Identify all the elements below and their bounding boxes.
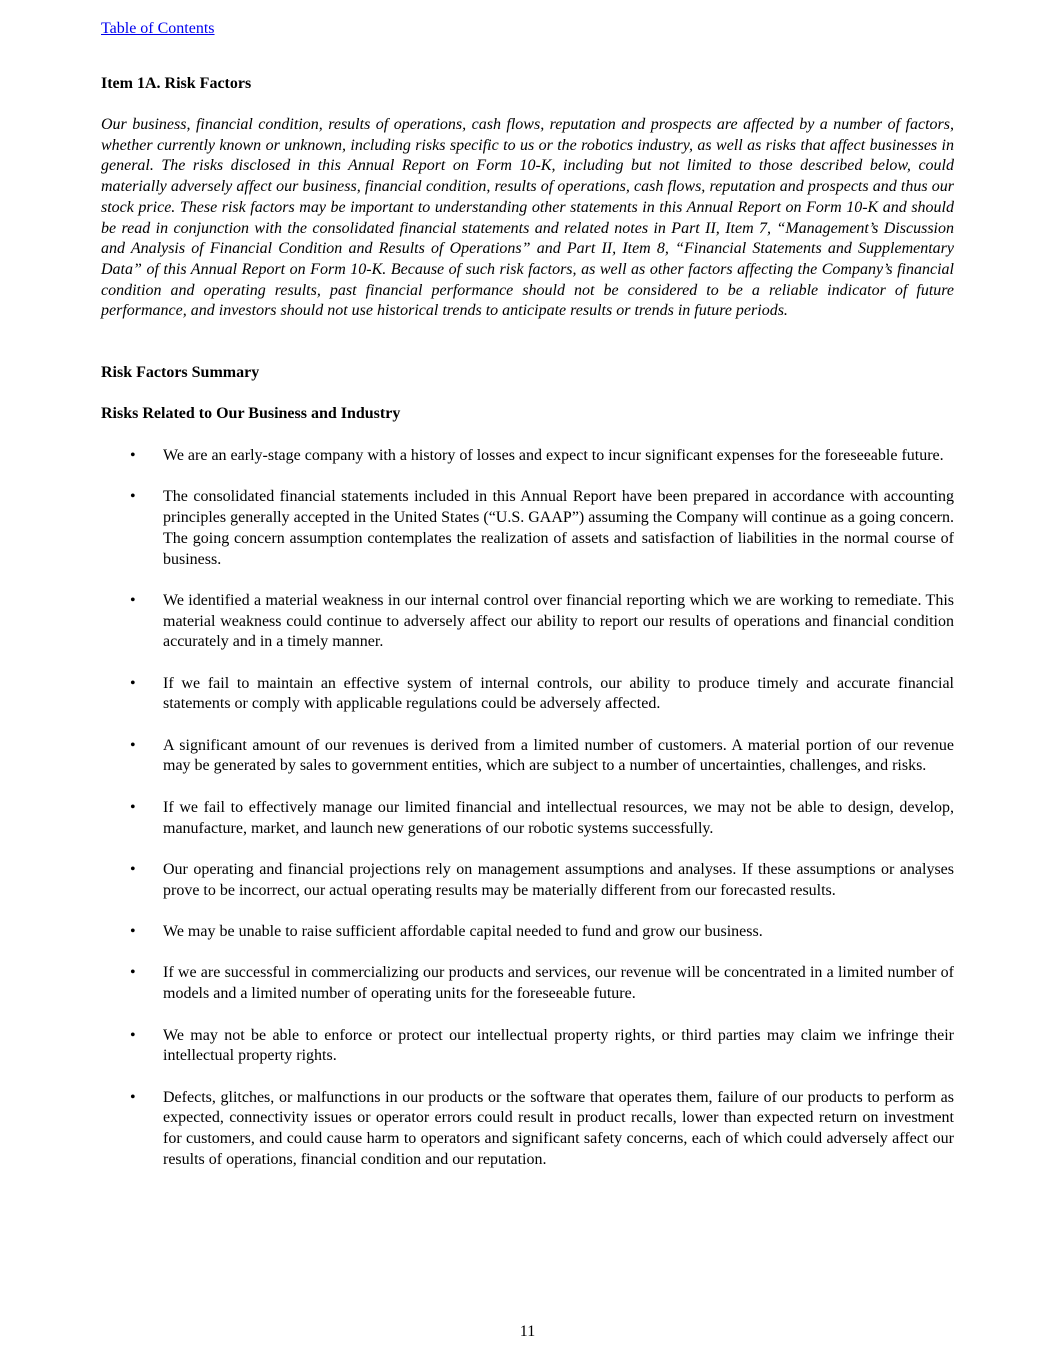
list-item — [101, 860, 954, 901]
risk-list — [101, 446, 954, 1191]
risk-text: If we fail to maintain an effective system of internal controls, our ability to produce timely and accurate financial statements or comply with applicable regulations could be adversely affected. — [163, 674, 954, 713]
list-item — [101, 1026, 954, 1067]
list-item — [101, 1088, 954, 1171]
risk-text: We may be unable to raise sufficient affordable capital needed to fund and grow our business. — [163, 923, 763, 941]
bullet-icon: • — [130, 1026, 136, 1044]
bullet-icon: • — [130, 923, 136, 941]
risk-text: The consolidated financial statements included in this Annual Report have been prepared in accordance with accounting principles generally accepted in the United States (“U.S. GAAP”) assuming the Company will continue as a going concern. The going concern assumption contemplates the realization of assets and satisfaction of liabilities in the normal course of business. — [163, 488, 954, 568]
list-item — [101, 798, 954, 839]
bullet-icon: • — [130, 674, 136, 692]
page-number: 11 — [519, 1323, 536, 1340]
bullet-icon: • — [130, 447, 136, 464]
list-item — [101, 736, 954, 777]
list-item — [101, 446, 954, 467]
list-item — [101, 963, 954, 1004]
bullet-icon: • — [130, 964, 136, 982]
risk-text: We may not be able to enforce or protect our intellectual property rights, or third parties may claim we infringe their intellectual property rights. — [163, 1026, 954, 1065]
list-item — [101, 487, 954, 570]
summary-heading: Risk Factors Summary — [101, 364, 260, 381]
risk-text: Defects, glitches, or malfunctions in our products or the software that operates them, failure of our products to perform as expected, connectivity issues or operator errors could result in product recalls, lower than expected return on investment for customers, and could cause harm to operators and significant safety concerns, each of which could adversely affect our results of operations, financial condition and our reputation. — [163, 1088, 954, 1168]
list-item — [101, 922, 954, 943]
risk-text: We identified a material weakness in our internal control over financial reporting which we are working to remediate. This material weakness could continue to adversely affect our ability to report our results of operations and financial condition accurately and in a timely manner. — [163, 591, 954, 651]
bullet-icon: • — [130, 1088, 136, 1106]
bullet-icon: • — [130, 488, 136, 506]
risk-text: We are an early-stage company with a history of losses and expect to incur significant expenses for the foreseeable future. — [163, 447, 944, 464]
intro-paragraph: Our business, financial condition, results of operations, cash flows, reputation and prospects are affected by a number of factors, whether currently known or unknown, including risks specific to us or the robotics industry, as well as risks that affect businesses in general. The risks disclosed in this Annual Report on Form 10-K, including but not limited to those described below, could materially adversely affect our business, financial condition, results of operations, cash flows, reputation and prospects and thus our stock price. These risk factors may be important to understanding other statements in this Annual Report on Form 10-K and should be read in conjunction with the consolidated financial statements and related notes in Part II, Item 7, “Management’s Discussion and Analysis of Financial Condition and Results of Operations” and Part II, Item 8, “Financial Statements and Supplementary Data” of this Annual Report on Form 10-K. Because of such risk factors, as well as other factors affecting the Company’s financial condition and operating results, past financial performance should not be considered to be a reliable indicator of future performance, and investors should not use historical trends to anticipate results or trends in future periods. — [101, 116, 954, 320]
bullet-icon: • — [130, 591, 136, 609]
risk-text: If we fail to effectively manage our limited financial and intellectual resources, we may not be able to design, develop, manufacture, market, and launch new generations of our robotic systems successfully. — [163, 798, 954, 837]
list-item — [101, 591, 954, 653]
list-item — [101, 674, 954, 715]
risk-text: Our operating and financial projections rely on management assumptions and analyses. If these assumptions or analyses prove to be incorrect, our actual operating results may be materially different from our forecasted results. — [163, 860, 954, 899]
bullet-icon: • — [130, 798, 136, 816]
business-risks-heading: Risks Related to Our Business and Industry — [101, 405, 401, 422]
risk-text: A significant amount of our revenues is derived from a limited number of customers. A material portion of our revenue may be generated by sales to government entities, which are subject to a number of uncertainties, challenges, and risks. — [163, 736, 954, 775]
bullet-icon: • — [130, 860, 136, 878]
risk-text: If we are successful in commercializing our products and services, our revenue will be concentrated in a limited number of models and a limited number of operating units for the foreseeable future. — [163, 964, 954, 1003]
table-of-contents-link[interactable]: Table of Contents — [101, 20, 215, 37]
bullet-icon: • — [130, 736, 136, 754]
section-title: Item 1A. Risk Factors — [101, 75, 252, 92]
